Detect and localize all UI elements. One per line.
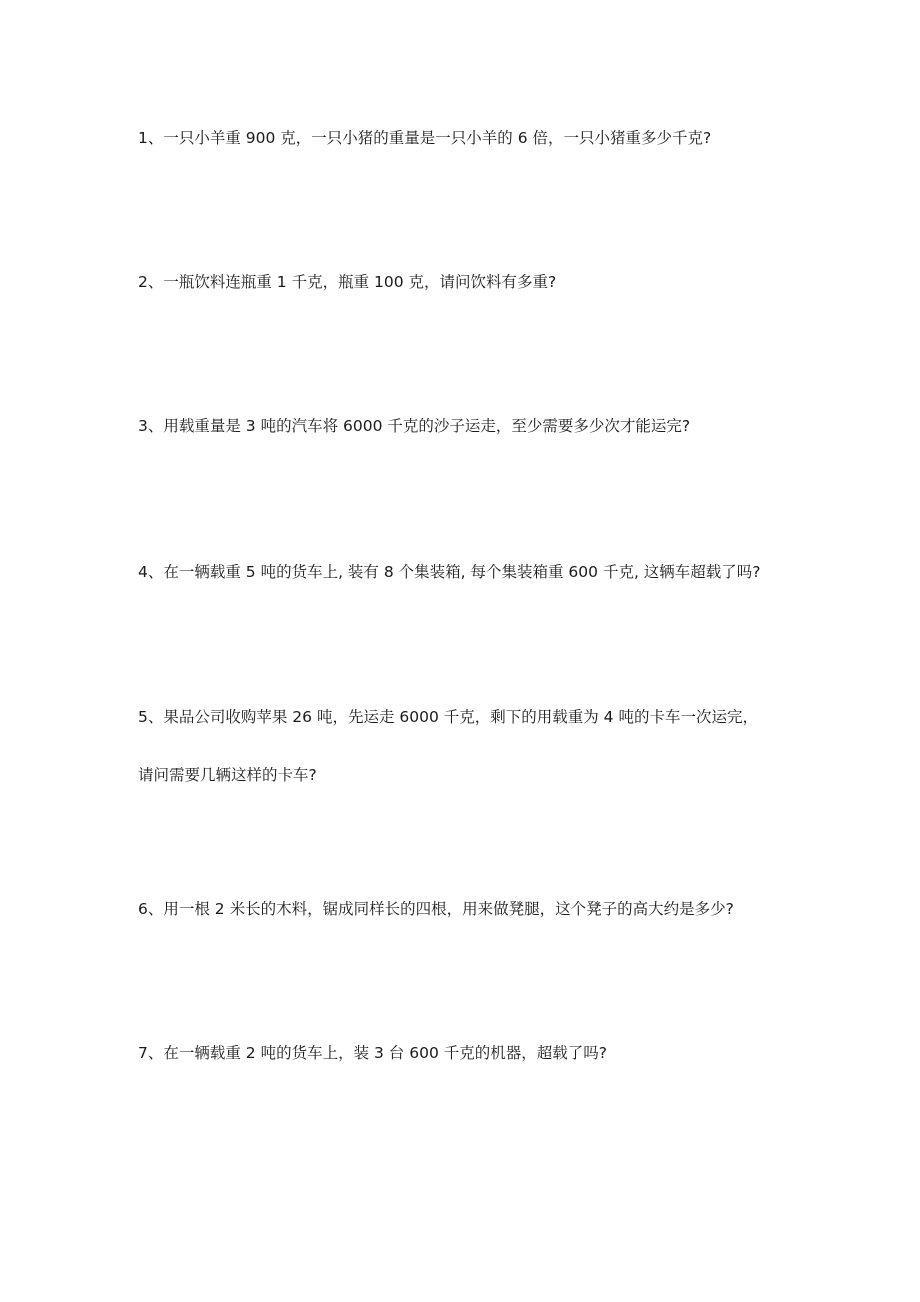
question-1-text: 1、一只小羊重 900 克，一只小猪的重量是一只小羊的 6 倍，一只小猪重多少千克? xyxy=(138,129,712,147)
question-3-text: 3、用载重量是 3 吨的汽车将 6000 千克的沙子运走，至少需要多少次才能运完? xyxy=(138,417,691,435)
question-1 xyxy=(138,126,798,150)
question-6 xyxy=(138,897,798,921)
question-2-text: 2、一瓶饮料连瓶重 1 千克，瓶重 100 克，请问饮料有多重? xyxy=(138,273,557,291)
question-6-text: 6、用一根 2 米长的木料，锯成同样长的四根，用来做凳腿，这个凳子的高大约是多少? xyxy=(138,900,734,918)
question-7 xyxy=(138,1041,798,1065)
question-7-text: 7、在一辆载重 2 吨的货车上，装 3 台 600 千克的机器，超载了吗? xyxy=(138,1044,607,1062)
question-2 xyxy=(138,270,798,294)
question-5 xyxy=(138,705,798,787)
question-3 xyxy=(138,414,798,438)
question-4 xyxy=(138,560,798,584)
question-5-text: 5、果品公司收购苹果 26 吨，先运走 6000 千克，剩下的用载重为 4 吨的卡车一次运完， xyxy=(138,708,758,726)
question-5-text-line2: 请问需要几辆这样的卡车? xyxy=(138,766,317,784)
question-4-text: 4、在一辆载重 5 吨的货车上, 装有 8 个集装箱, 每个集装箱重 600 千克, 这辆车超载了吗? xyxy=(138,563,761,581)
